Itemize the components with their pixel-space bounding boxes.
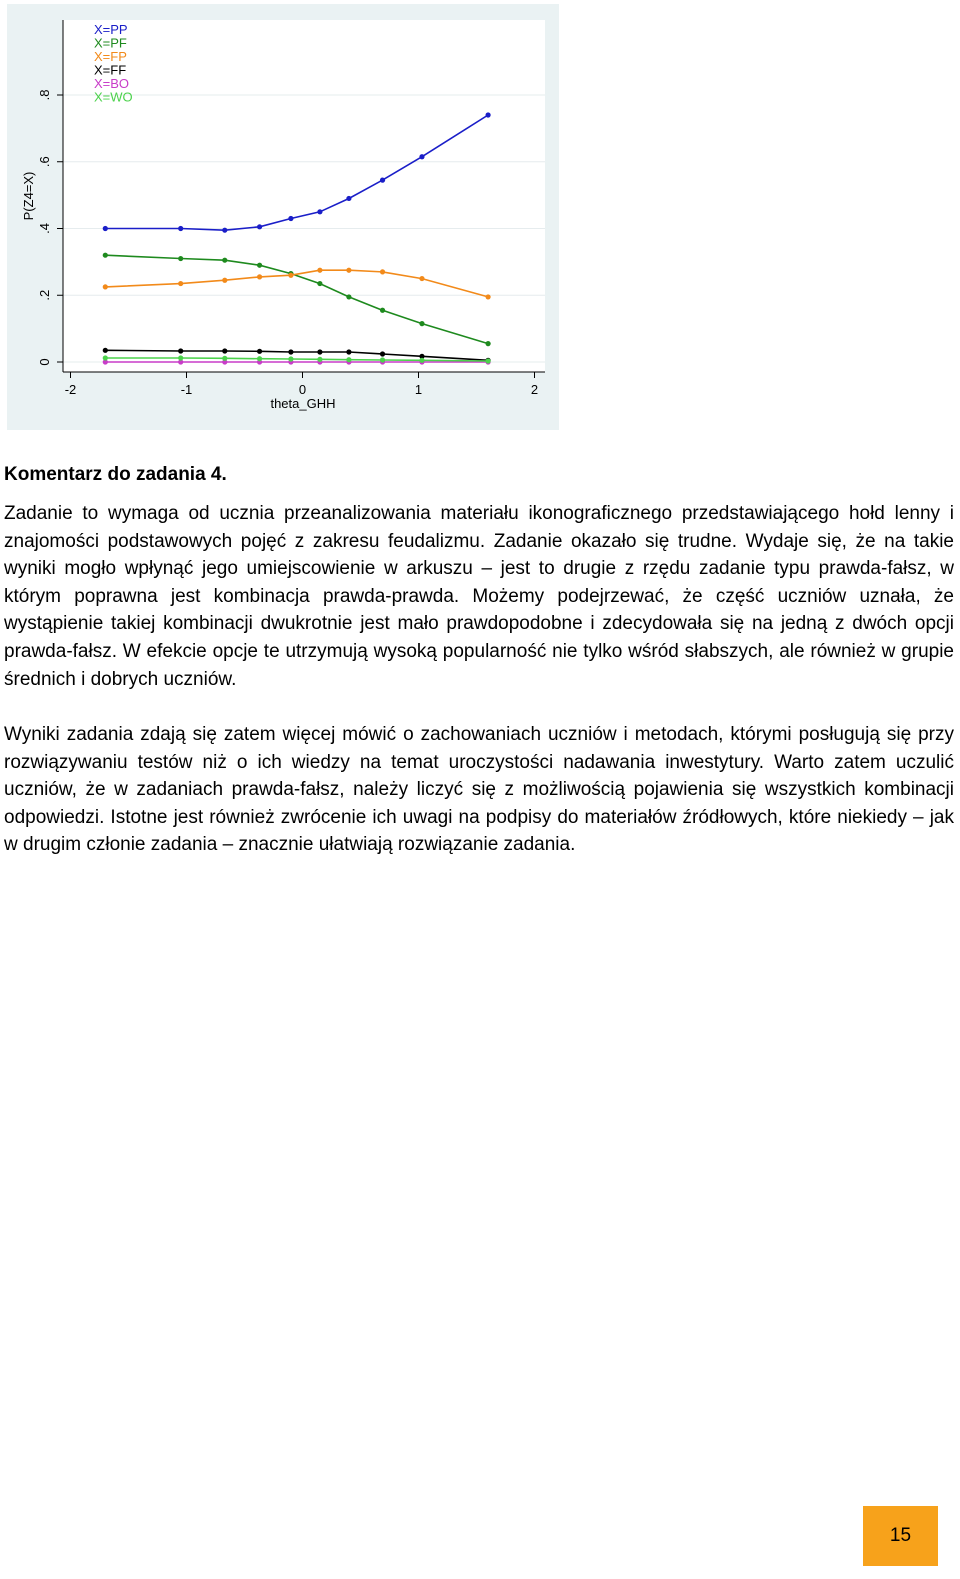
y-tick-label: .4	[37, 223, 52, 234]
data-point-fp	[103, 284, 108, 289]
y-tick-label: .2	[37, 289, 52, 301]
y-axis-title: P(Z4=X)	[21, 171, 36, 221]
data-point-ff	[178, 348, 183, 353]
data-point-pp	[486, 112, 491, 117]
data-point-wo	[486, 358, 491, 363]
page-number: 15	[889, 1525, 912, 1546]
data-point-pf	[222, 258, 227, 263]
data-point-ff	[346, 349, 351, 354]
data-point-wo	[178, 355, 183, 360]
legend-entry-fp: X=FP	[94, 49, 127, 64]
data-point-pp	[380, 178, 385, 183]
data-point-pf	[346, 294, 351, 299]
commentary-paragraph-1: Zadanie to wymaga od ucznia przeanalizowania materiału ikonograficznego przedstawiającego hołd lenny i znajomości podstawowych pojęć z zakresu feudalizmu. Zadanie okazało się trudne. Wydaje się, że na takie wyniki mogło wpłynąć jego umiejscowienie w arkuszu – jest to drugie z rzędu zadanie typu prawda-fałsz, w którym poprawna jest kombinacja prawda-prawda. Możemy podejrzewać, że część uczniów uznała, że wystąpienie takiej kombinacji dwukrotnie jest mało prawdopodobne i zdecydowała się na jedną z dwóch opcji prawda-fałsz. W efekcie opcje te utrzymują wysoką popularność nie tylko wśród słabszych, ale również w grupie średnich i dobrych uczniów.	[4, 503, 954, 690]
data-point-pp	[288, 216, 293, 221]
data-point-fp	[380, 269, 385, 274]
data-point-fp	[419, 276, 424, 281]
legend-entry-bo: X=BO	[94, 76, 130, 91]
data-point-pp	[103, 226, 108, 231]
plot-area	[63, 20, 545, 372]
data-point-wo	[419, 358, 424, 363]
data-point-pf	[103, 253, 108, 258]
item-characteristic-chart	[7, 4, 559, 430]
data-point-wo	[222, 356, 227, 361]
data-point-pf	[178, 256, 183, 261]
data-point-wo	[380, 357, 385, 362]
data-point-wo	[257, 356, 262, 361]
x-tick-label: 1	[414, 382, 423, 397]
data-point-fp	[486, 294, 491, 299]
data-point-pf	[257, 263, 262, 268]
y-tick-label: .8	[37, 89, 52, 101]
data-point-wo	[103, 355, 108, 360]
data-point-ff	[257, 349, 262, 354]
legend-entry-wo: X=WO	[94, 89, 133, 105]
data-point-pp	[317, 209, 322, 214]
data-point-ff	[380, 351, 385, 356]
data-point-ff	[317, 349, 322, 354]
data-point-ff	[222, 348, 227, 353]
data-point-fp	[317, 268, 322, 273]
x-tick-label: 2	[530, 382, 539, 397]
x-tick-label: -1	[180, 382, 193, 397]
data-point-wo	[346, 357, 351, 362]
data-point-fp	[222, 278, 227, 283]
data-point-fp	[178, 281, 183, 286]
data-point-pp	[419, 154, 424, 159]
commentary-heading: Komentarz do zadania 4.	[4, 464, 227, 485]
data-point-wo	[288, 356, 293, 361]
data-point-fp	[346, 268, 351, 273]
data-point-pp	[222, 228, 227, 233]
data-point-fp	[288, 273, 293, 278]
x-tick-label: -2	[64, 382, 77, 397]
page-number-badge	[863, 1506, 938, 1566]
legend-entry-pf: X=PF	[94, 35, 127, 51]
data-point-pf	[380, 308, 385, 313]
y-tick-label: .6	[37, 156, 52, 168]
data-point-pp	[346, 196, 351, 201]
data-point-ff	[103, 348, 108, 353]
data-point-pp	[257, 224, 262, 229]
y-tick-label: 0	[37, 358, 52, 366]
data-point-ff	[288, 349, 293, 354]
legend-entry-pp: X=PP	[94, 22, 128, 37]
x-tick-label: 0	[298, 382, 307, 397]
legend-entry-ff: X=FF	[94, 62, 127, 78]
data-point-pf	[486, 341, 491, 346]
commentary-paragraph-2: Wyniki zadania zdają się zatem więcej mówić o zachowaniach uczniów i metodach, którymi posługują się przy rozwiązywaniu testów niż o ich wiedzy na temat uroczystości nadawania inwestytury. Warto zatem uczulić uczniów, że w zadaniach prawda-fałsz, należy liczyć się z możliwością pojawienia się wszystkich kombinacji odpowiedzi. Istotne jest również zwrócenie ich uwagi na podpisy do materiałów źródłowych, które niekiedy – jak w drugim członie zadania – znacznie ułatwiają rozwiązanie zadania.	[4, 724, 954, 856]
data-point-wo	[317, 357, 322, 362]
data-point-pf	[317, 281, 322, 286]
x-axis-title: theta_GHH	[270, 396, 336, 411]
data-point-pf	[419, 321, 424, 326]
data-point-pp	[178, 226, 183, 231]
data-point-fp	[257, 274, 262, 279]
